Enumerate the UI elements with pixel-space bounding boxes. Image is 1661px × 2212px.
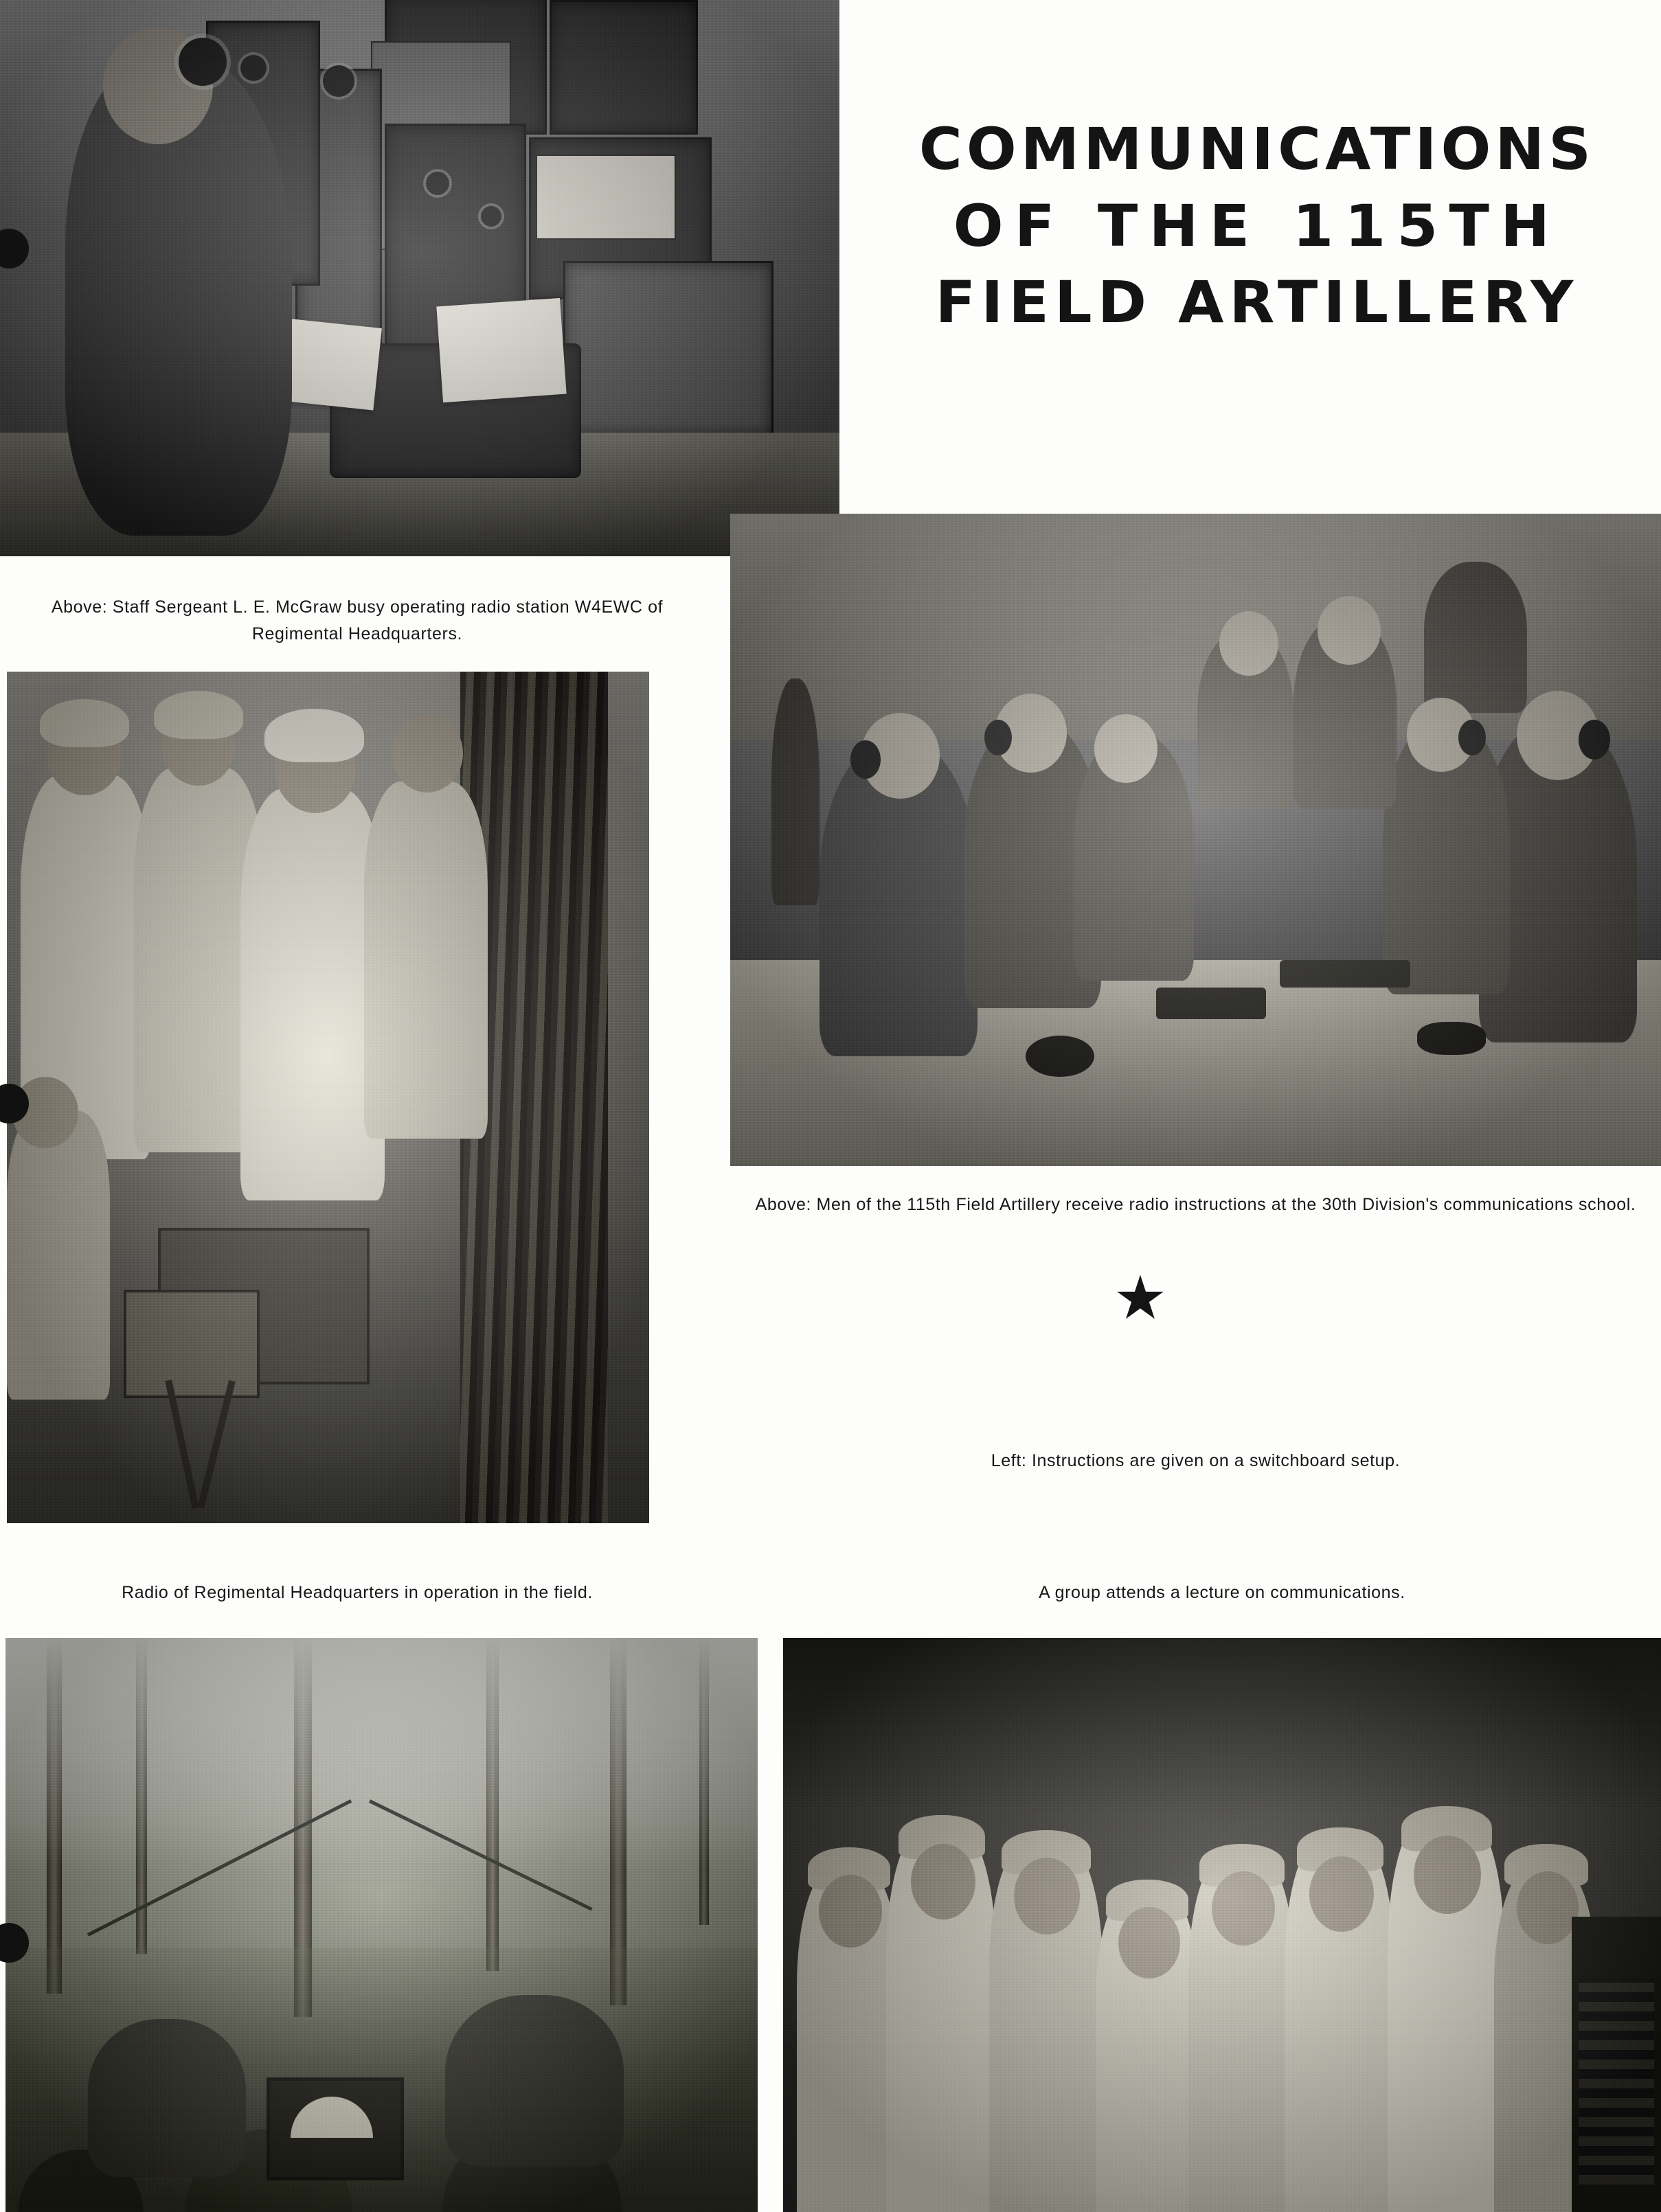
title-line-1: COMMUNICATIONS [918,115,1596,183]
caption-switchboard: Left: Instructions are given on a switchboard setup. [991,1451,1401,1470]
caption-field-radio: Radio of Regimental Headquarters in operation in the field. [122,1583,593,1602]
caption-radio-operator: Above: Staff Sergeant L. E. McGraw busy operating radio station W4EWC of Regimental Headquarters. [51,597,664,643]
star-ornament: ★ [1113,1264,1168,1332]
photo-woods [5,1638,758,2212]
caption-radio-class: Above: Men of the 115th Field Artillery receive radio instructions at the 30th Division's communications school. [755,1195,1636,1214]
page-title [907,115,1607,350]
title-line-2: OF THE 115TH [953,192,1561,260]
caption-lecture: A group attends a lecture on communications. [1039,1583,1405,1602]
photo-lecture [783,1638,1661,2212]
title-line-3: FIELD ARTILLERY [935,269,1579,337]
photo-radio-class [730,514,1661,1166]
photo-radio-operator [0,0,839,556]
photo-field-radio [7,672,649,1523]
